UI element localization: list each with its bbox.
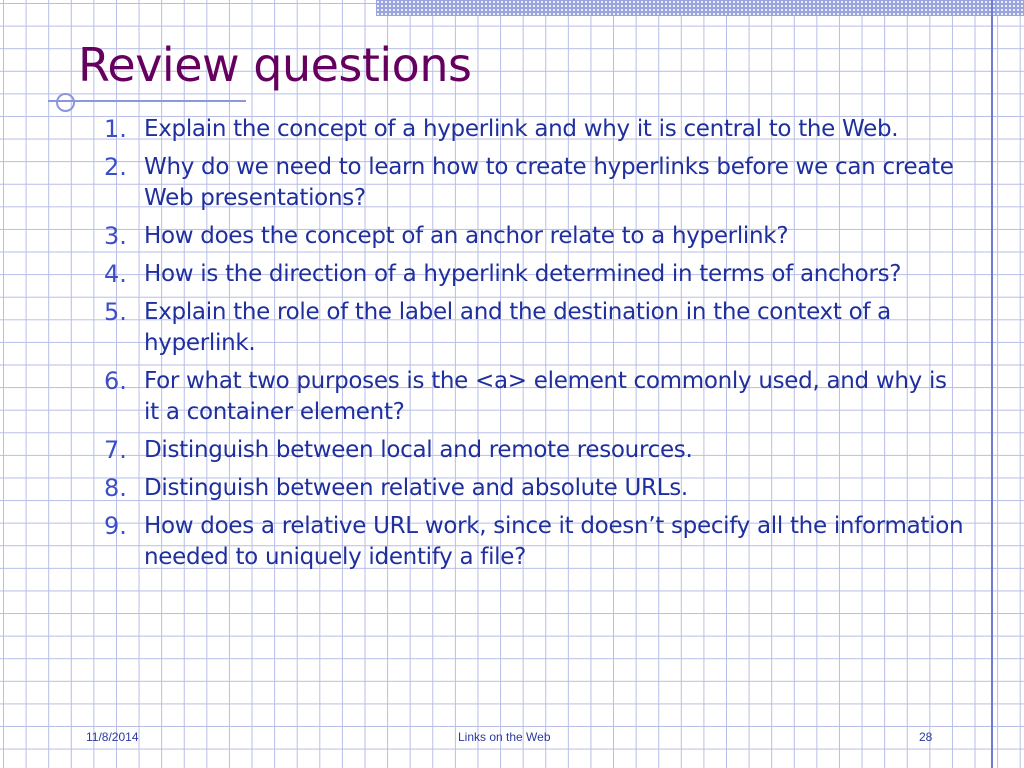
question-item (104, 297, 964, 359)
question-number: 5. (104, 298, 127, 326)
footer-date: 11/8/2014 (86, 730, 139, 744)
question-item (104, 221, 964, 252)
question-item (104, 114, 964, 145)
question-text: Why do we need to learn how to create hyperlinks before we can create Web presentations? (144, 154, 954, 211)
top-dotted-band (376, 0, 1024, 16)
question-list (104, 114, 964, 580)
question-text: Explain the concept of a hyperlink and why it is central to the Web. (144, 116, 899, 142)
question-text: How is the direction of a hyperlink determined in terms of anchors? (144, 261, 902, 287)
question-number: 2. (104, 153, 127, 181)
question-item (104, 435, 964, 466)
question-number: 4. (104, 260, 127, 288)
question-number: 9. (104, 512, 127, 540)
question-item (104, 259, 964, 290)
question-number: 7. (104, 436, 127, 464)
question-text: Explain the role of the label and the destination in the context of a hyperlink. (144, 299, 891, 356)
title-divider (48, 100, 246, 102)
question-text: For what two purposes is the <a> element commonly used, and why is it a container element? (144, 368, 947, 425)
question-text: Distinguish between local and remote resources. (144, 437, 693, 463)
question-text: How does a relative URL work, since it doesn’t specify all the information needed to uniquely identify a file? (144, 513, 964, 570)
question-number: 8. (104, 474, 127, 502)
footer-title: Links on the Web (458, 730, 551, 744)
question-number: 6. (104, 367, 127, 395)
question-item (104, 473, 964, 504)
question-text: How does the concept of an anchor relate to a hyperlink? (144, 223, 789, 249)
question-number: 1. (104, 115, 127, 143)
question-item (104, 511, 964, 573)
question-item (104, 152, 964, 214)
footer-page-number: 28 (919, 730, 933, 744)
question-item (104, 366, 964, 428)
title-circle-ornament (56, 93, 75, 112)
question-number: 3. (104, 222, 127, 250)
question-text: Distinguish between relative and absolute URLs. (144, 475, 688, 501)
slide-title: Review questions (78, 38, 472, 92)
right-vertical-rule (991, 0, 993, 768)
